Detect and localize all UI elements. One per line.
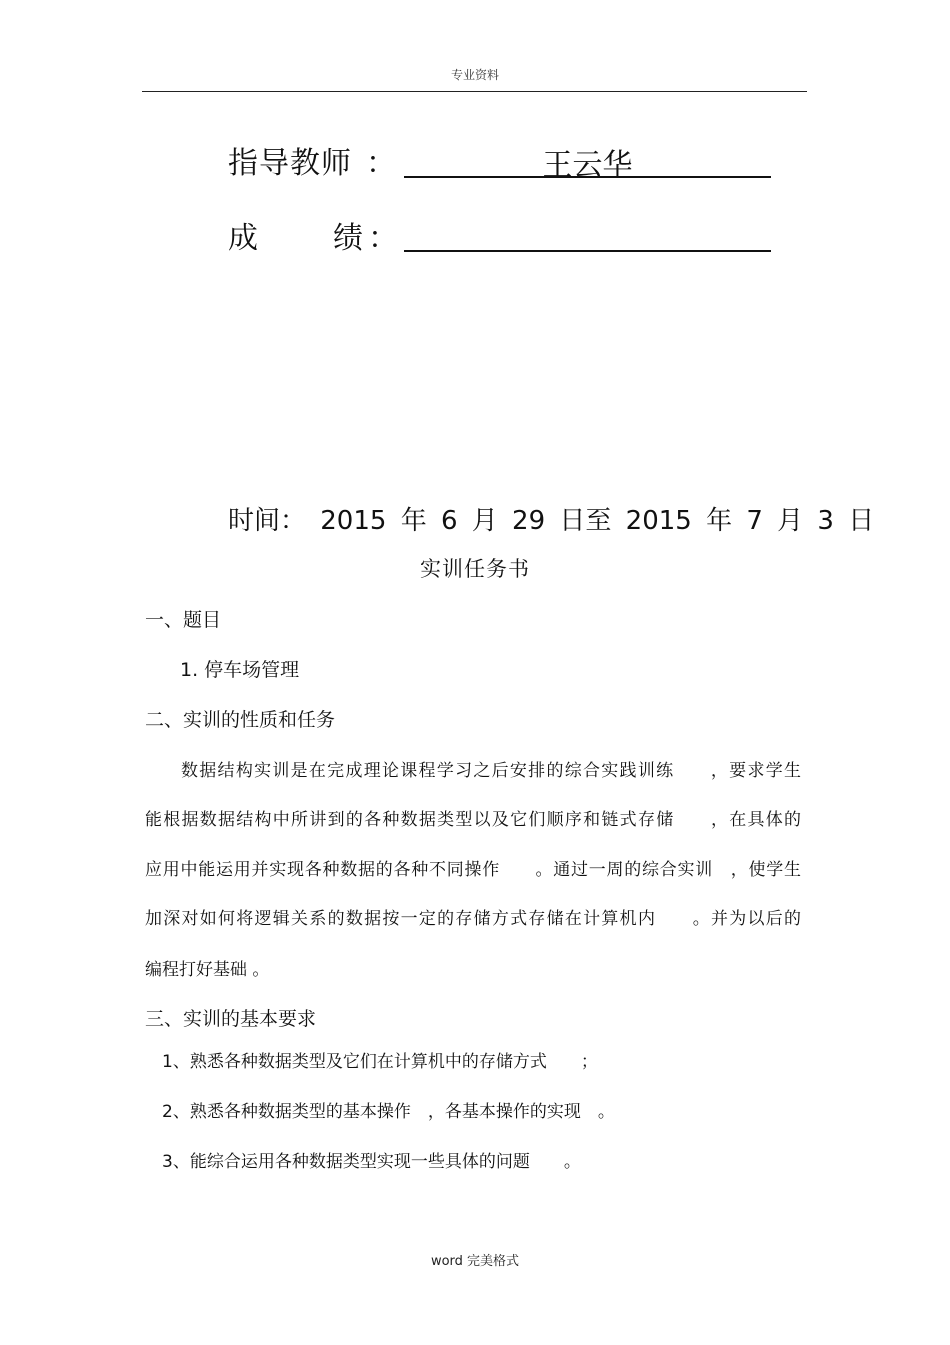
time-period: 时间： 2015 年 6 月 29 日至 2015 年 7 月 3 日 [228, 506, 875, 536]
section-heading-requirements: 三、实训的基本要求 [145, 1008, 317, 1030]
paragraph-line: 数据结构实训是在完成理论课程学习之后安排的综合实践训练 ，要求学生 [181, 761, 801, 781]
advisor-value: 王云华 [542, 148, 633, 183]
topic-item: 1. 停车场管理 [180, 659, 300, 681]
paragraph-line: 能根据数据结构中所讲到的各种数据类型以及它们顺序和链式存储 ，在具体的 [145, 810, 801, 830]
requirement-item: 2、熟悉各种数据类型的基本操作 ，各基本操作的实现 。 [162, 1102, 615, 1122]
paragraph-line: 加深对如何将逻辑关系的数据按一定的存储方式存储在计算机内 。并为以后的 [145, 909, 801, 929]
task-book-title: 实训任务书 [420, 557, 530, 581]
grade-label-first: 成 [228, 221, 259, 256]
section-heading-topic: 一、题目 [145, 609, 222, 631]
advisor-label: 指导教师 [228, 146, 352, 181]
section-heading-nature: 二、实训的性质和任务 [145, 709, 336, 731]
paragraph-line: 应用中能运用并实现各种数据的各种不同操作 。通过一周的综合实训 ，使学生 [145, 860, 801, 880]
page-header: 专业资料 [450, 68, 499, 82]
advisor-underline [404, 176, 771, 178]
grade-underline [404, 250, 771, 252]
requirement-item: 1、熟悉各种数据类型及它们在计算机中的存储方式 ； [162, 1052, 598, 1072]
advisor-colon: ： [366, 146, 397, 181]
requirement-item: 3、能综合运用各种数据类型实现一些具体的问题 。 [162, 1152, 581, 1172]
paragraph-line: 编程打好基础 。 [145, 960, 270, 980]
grade-label-second: 绩 [333, 221, 364, 256]
header-rule [142, 91, 807, 92]
grade-colon: ： [368, 221, 399, 256]
page-footer: word 完美格式 [430, 1254, 520, 1269]
